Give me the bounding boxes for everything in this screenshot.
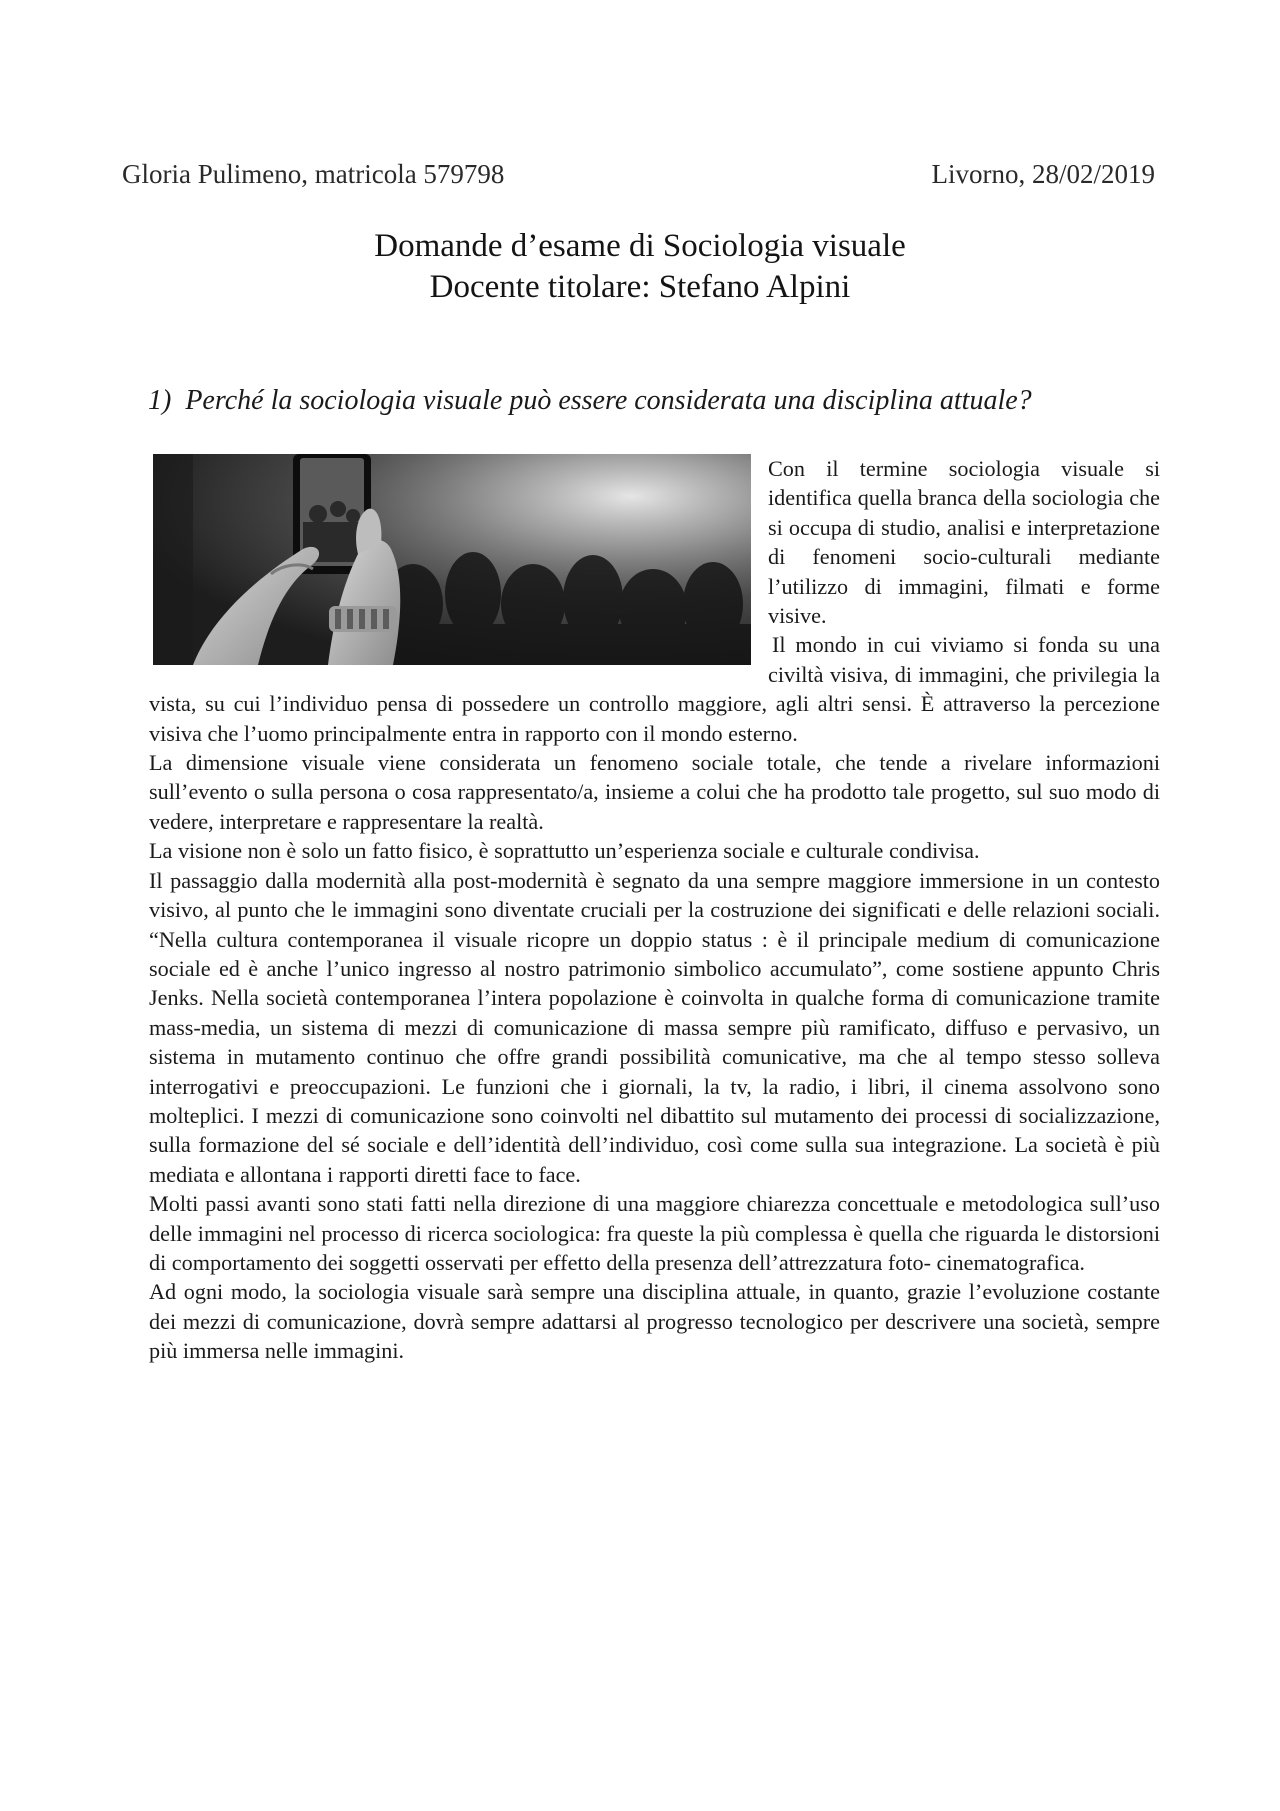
title-line-1: Domande d’esame di Sociologia visuale — [374, 228, 906, 264]
paragraph-3: La dimensione visuale viene considerata un fenomeno sociale totale, che tende a rivelare informazioni sull’evento o sulla persona o cosa rappresentato/a, insieme a colui che ha prodotto tale progetto, sul suo modo di vedere, interpretare e rappresentare la realtà. — [149, 750, 1160, 834]
paragraph-5: Il passaggio dalla modernità alla post-modernità è segnato da una sempre maggiore immersione in un contesto visivo, al punto che le immagini sono diventate cruciali per la costruzione dei significati e delle relazioni sociali. “Nella cultura contemporanea il visuale ricopre un doppio status : è il principale medium di comunicazione sociale ed è anche l’unico ingresso al nostro patrimonio simbolico accumulato”, come sostiene appunto Chris Jenks. Nella società contemporanea l’intera popolazione è coinvolta in qualche forma di comunicazione tramite mass-media, un sistema di mezzi di comunicazione di massa sempre più ramificato, diffuso e pervasivo, un sistema in mutamento continuo che offre grandi possibilità comunicative, ma che al tempo stesso solleva interrogativi e preoccupazioni. Le funzioni che i giornali, la tv, la radio, i libri, il cinema assolvono sono molteplici. I mezzi di comunicazione sono coinvolti nel dibattito sul mutamento dei processi di socializzazione, sulla formazione del sé sociale e dell’identità dell’individuo, così come sulla sua integrazione. La società è più mediata e allontana i rapporti diretti face to face. — [149, 867, 1160, 1187]
photo-illustration — [153, 454, 751, 665]
paragraph-7: Ad ogni modo, la sociologia visuale sarà sempre una disciplina attuale, in quanto, grazie l’evoluzione costante dei mezzi di comunicazione, dovrà sempre adattarsi al progresso tecnologico per descrivere una società, sempre più immersa nelle immagini. — [149, 1279, 1160, 1364]
title-line-2: Docente titolare: Stefano Alpini — [429, 269, 851, 305]
photo-smartphone-crowd-image — [153, 454, 751, 665]
question-number: 1) — [148, 385, 172, 416]
answer-body — [149, 454, 1160, 1366]
paragraph-4: La visione non è solo un fatto fisico, è soprattutto un’esperienza sociale e culturale condivisa. — [149, 838, 980, 864]
document-title — [0, 226, 1280, 308]
paragraph-6: Molti passi avanti sono stati fatti nella direzione di una maggiore chiarezza concettuale e metodologica sull’uso delle immagini nel processo di ricerca sociologica: fra queste la più complessa è quella che riguarda le distorsioni di comportamento dei soggetti osservati per effetto della presenza dell’attrezzatura foto- cinematografica. — [149, 1191, 1160, 1275]
place-date: Livorno, 28/02/2019 — [931, 159, 1155, 189]
paragraph-2: Il mondo in cui viviamo si fonda su una civiltà visiva, di immagini, che privilegia la vista, su cui l’individuo pensa di possedere un controllo maggiore, agli altri sensi. È attraverso la percezione visiva che l’uomo principalmente entra in rapporto con il mondo esterno. — [149, 632, 1160, 746]
paragraph-1: Con il termine sociologia visuale si identifica quella branca della sociologia che si occupa di studio, analisi e interpretazione di fenomeni socio-culturali mediante l’utilizzo di immagini, filmati e forme visive. — [768, 456, 1160, 629]
header-line — [122, 158, 1155, 190]
author-info: Gloria Pulimeno, matricola 579798 — [122, 159, 505, 189]
question-text: Perché la sociologia visuale può essere considerata una disciplina attuale? — [185, 385, 1032, 416]
question-heading — [148, 384, 1148, 418]
